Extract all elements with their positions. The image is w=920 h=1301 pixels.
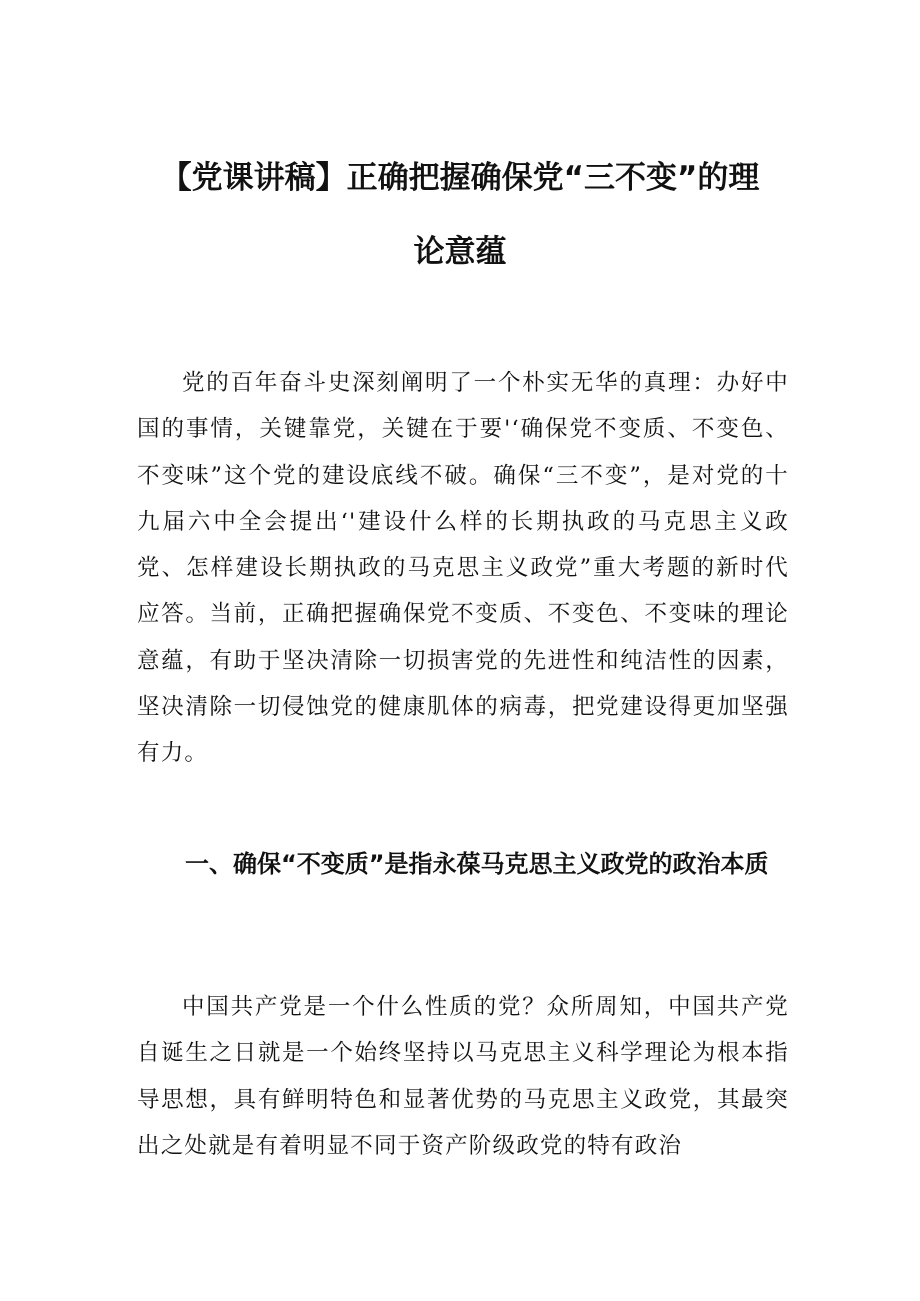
intro-paragraph: 党的百年奋斗史深刻阐明了一个朴实无华的真理：办好中国的事情，关键靠党，关键在于要'‘确保党不变质、不变色、不变味”这个党的建设底线不破。确保“三不变”，是对党的十九届六中全会提出‘'建设什么样的长期执政的马克思主义政党、怎样建设长期执政的马克思主义政党”重大考题的新时代应答。当前，正确把握确保党不变质、不变色、不变味的理论意蕴，有助于坚决清除一切损害党的先进性和纯洁性的因素，坚决清除一切侵蚀党的健康肌体的病毒，把党建设得更加坚强有力。	[137, 370, 789, 767]
section-1-paragraph: 中国共产党是一个什么性质的党？众所周知，中国共产党自诞生之日就是一个始终坚持以马克思主义科学理论为根本指导思想，具有鲜明特色和显著优势的马克思主义政党，其最突出之处就是有着明显不同于资产阶级政党的特有政治	[137, 994, 789, 1159]
document-title-line-2: 论意蕴	[413, 234, 507, 270]
document-title-line-1: 【党课讲稿】正确把握确保党“三不变”的理	[160, 160, 760, 196]
section-1-heading: 一、确保“不变质”是指永葆马克思主义政党的政治本质	[185, 850, 769, 878]
